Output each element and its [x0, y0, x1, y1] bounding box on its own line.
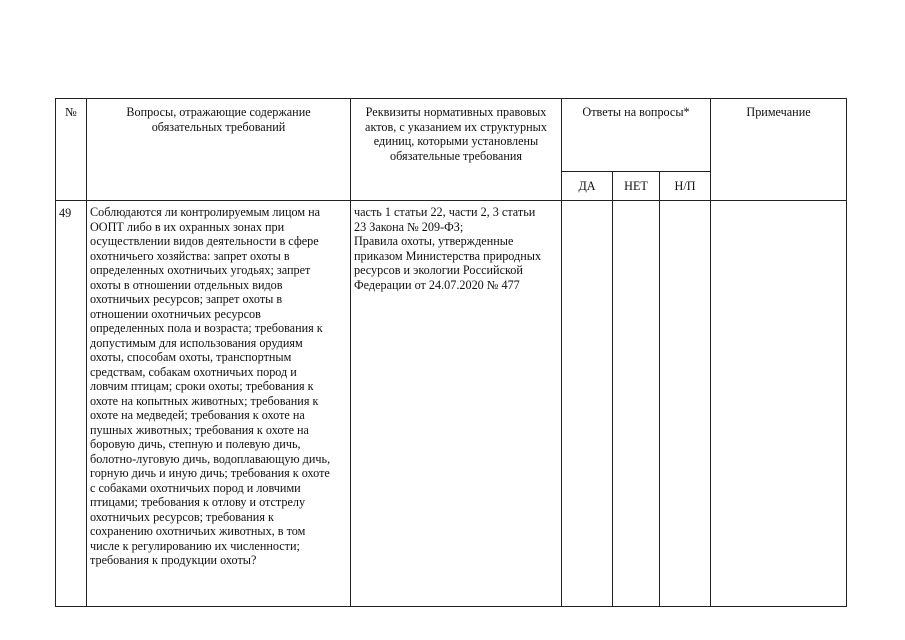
requisites-line: 23 Закона № 209-ФЗ;: [354, 219, 464, 234]
question-line: средствам, собакам охотничьих пород и: [90, 364, 297, 379]
header-requisites-line: Реквизиты нормативных правовых: [365, 105, 547, 119]
answer-yes-cell: [562, 201, 613, 607]
requisites-line: Федерации от 24.07.2020 № 477: [354, 277, 520, 292]
question-line: Соблюдаются ли контролируемым лицом на: [90, 205, 321, 219]
question-line: осуществлении видов деятельности в сфере: [90, 234, 319, 248]
header-answer-yes: ДА: [562, 172, 613, 201]
answer-na-cell: [660, 201, 711, 607]
header-note: Примечание: [711, 99, 847, 201]
question-line: числе к регулированию их численности;: [90, 538, 300, 553]
header-number: №: [56, 99, 87, 201]
header-requisites: [351, 99, 562, 201]
question-line: охоты, способам охоты, транспортным: [90, 350, 292, 364]
table-row: [56, 201, 847, 607]
header-requisites-line: обязательные требования: [390, 148, 522, 163]
question-line: определенных охотничьих угодьях; запрет: [90, 263, 311, 277]
question-line: охоты в отношении отдельных видов: [90, 277, 283, 292]
question-line: горную дичь и иную дичь; требования к охоте: [90, 466, 330, 480]
requisites-line: Правила охоты, утвержденные: [354, 234, 514, 248]
question-line: пушных животных; требования к охоте на: [90, 422, 309, 437]
header-answer-na: Н/П: [660, 172, 711, 201]
question-line: охотничьих ресурсов; запрет охоты в: [90, 292, 283, 306]
header-requisites-line: актов, с указанием их структурных: [365, 119, 547, 134]
question-line: боровую дичь, степную и полевую дичь,: [90, 437, 301, 451]
question-line: охотничьего хозяйства: запрет охоты в: [90, 248, 290, 263]
question-line: охотничьих ресурсов; требования к: [90, 509, 274, 524]
header-answers: Ответы на вопросы*: [562, 99, 711, 172]
header-question-line: обязательных требований: [151, 119, 286, 134]
note-cell: [711, 201, 847, 607]
header-row: [56, 99, 847, 172]
question-line: птицами; требования к отлову и отстрелу: [90, 495, 306, 509]
question-line: с собаками охотничьих пород и ловчими: [90, 480, 301, 495]
header-question-line: Вопросы, отражающие содержание: [126, 105, 311, 119]
question-line: охоте на копытных животных; требования к: [90, 393, 319, 408]
requirements-table: [55, 98, 847, 607]
question-line: допустимым для использования орудиям: [90, 335, 303, 350]
header-answer-no: НЕТ: [613, 172, 660, 201]
header-question: [87, 99, 351, 201]
header-requisites-line: единиц, которыми установлены: [373, 134, 539, 148]
requisites-line: ресурсов и экологии Российской: [354, 263, 523, 277]
question-line: сохранению охотничьих животных, в том: [90, 524, 306, 538]
row-question: [87, 201, 351, 607]
requisites-line: приказом Министерства природных: [354, 248, 542, 263]
row-requisites: [351, 201, 562, 607]
question-line: определенных пола и возраста; требования к: [90, 321, 323, 335]
question-line: требования к продукции охоты?: [90, 553, 257, 567]
question-line: отношении охотничьих ресурсов: [90, 306, 261, 321]
question-line: болотно-луговую дичь, водоплавающую дичь,: [90, 451, 331, 466]
answer-no-cell: [613, 201, 660, 607]
row-number: 49: [56, 201, 87, 607]
question-line: охоте на медведей; требования к охоте на: [90, 408, 305, 422]
requisites-line: часть 1 статьи 22, части 2, 3 статьи: [354, 205, 536, 219]
question-line: ловчим птицам; сроки охоты; требования к: [90, 379, 314, 393]
question-line: ООПТ либо в их охранных зонах при: [90, 219, 285, 234]
